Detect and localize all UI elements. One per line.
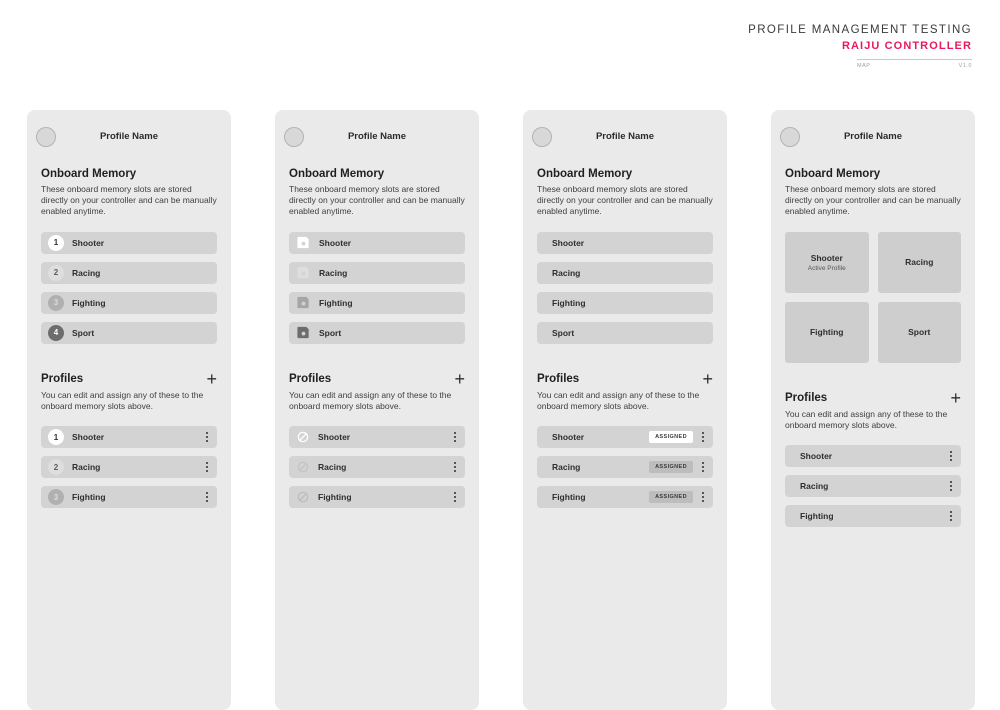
page-header bbox=[748, 24, 972, 69]
profile-card-numbered bbox=[27, 110, 231, 710]
onboard-slot-list bbox=[289, 232, 465, 344]
slashed-circle-icon bbox=[296, 460, 310, 474]
onboard-memory-desc: These onboard memory slots are stored directly on your controller and can be manually enabled anytime. bbox=[41, 184, 217, 217]
profiles-desc: You can edit and assign any of these to the onboard memory slots above. bbox=[41, 389, 204, 411]
onboard-slot-list bbox=[41, 232, 217, 344]
kebab-menu-icon[interactable] bbox=[948, 478, 954, 494]
profiles-header bbox=[785, 387, 961, 408]
add-profile-button[interactable]: + bbox=[702, 368, 713, 389]
add-profile-button[interactable]: + bbox=[206, 368, 217, 389]
profiles-title: Profiles bbox=[41, 372, 84, 385]
profiles-desc: You can edit and assign any of these to the onboard memory slots above. bbox=[785, 408, 948, 430]
slot-label: Fighting bbox=[319, 297, 353, 308]
onboard-slot[interactable] bbox=[537, 232, 713, 254]
save-icon bbox=[296, 325, 311, 340]
save-icon bbox=[296, 295, 311, 310]
kebab-menu-icon[interactable] bbox=[204, 489, 210, 505]
kebab-menu-icon[interactable] bbox=[452, 489, 458, 505]
header-meta bbox=[857, 59, 972, 69]
slot-number-badge: 4 bbox=[48, 325, 64, 341]
profile-number-badge: 3 bbox=[48, 489, 64, 505]
kebab-menu-icon[interactable] bbox=[948, 508, 954, 524]
tile-sublabel: Active Profile bbox=[807, 264, 846, 272]
onboard-slot[interactable] bbox=[41, 232, 217, 254]
profile-label: Shooter bbox=[72, 432, 105, 443]
slot-label: Racing bbox=[72, 267, 101, 278]
page-title: PROFILE MANAGEMENT TESTING bbox=[748, 24, 972, 36]
slot-label: Racing bbox=[319, 267, 348, 278]
meta-left: MAP bbox=[857, 63, 871, 69]
onboard-memory-desc: These onboard memory slots are stored directly on your controller and can be manually enabled anytime. bbox=[537, 184, 713, 217]
card-header bbox=[41, 127, 217, 148]
profile-row[interactable] bbox=[537, 486, 713, 508]
profile-card-assigned bbox=[523, 110, 727, 710]
onboard-tile[interactable] bbox=[785, 232, 869, 293]
profile-label: Shooter bbox=[800, 451, 833, 462]
profiles-title: Profiles bbox=[289, 372, 332, 385]
tile-label: Racing bbox=[905, 257, 934, 268]
onboard-slot[interactable] bbox=[41, 262, 217, 284]
page-subtitle: RAIJU CONTROLLER bbox=[841, 40, 972, 52]
save-icon bbox=[296, 265, 311, 280]
profile-row[interactable] bbox=[537, 456, 713, 478]
onboard-slot[interactable] bbox=[289, 292, 465, 314]
profile-name-label: Profile Name bbox=[595, 131, 655, 142]
profile-row[interactable] bbox=[41, 486, 217, 508]
onboard-tile[interactable] bbox=[878, 232, 962, 293]
profile-row[interactable] bbox=[537, 426, 713, 448]
slashed-circle-icon bbox=[296, 430, 310, 444]
meta-version: V1.0 bbox=[958, 63, 972, 69]
profile-row[interactable] bbox=[289, 456, 465, 478]
kebab-menu-icon[interactable] bbox=[700, 429, 706, 445]
slot-number-badge: 1 bbox=[48, 235, 64, 251]
onboard-slot[interactable] bbox=[537, 322, 713, 344]
profiles-desc: You can edit and assign any of these to the onboard memory slots above. bbox=[289, 389, 452, 411]
add-profile-button[interactable]: + bbox=[454, 368, 465, 389]
kebab-menu-icon[interactable] bbox=[948, 448, 954, 464]
onboard-tile[interactable] bbox=[785, 302, 869, 363]
onboard-memory-title: Onboard Memory bbox=[289, 168, 385, 180]
save-icon bbox=[296, 235, 311, 250]
tile-label: Fighting bbox=[809, 327, 844, 338]
tile-label: Shooter bbox=[810, 252, 843, 263]
profile-list bbox=[785, 445, 961, 527]
profiles-desc: You can edit and assign any of these to the onboard memory slots above. bbox=[537, 389, 700, 411]
profile-list bbox=[537, 426, 713, 508]
onboard-memory-title: Onboard Memory bbox=[785, 168, 881, 180]
onboard-slot[interactable] bbox=[41, 322, 217, 344]
profile-label: Shooter bbox=[552, 432, 585, 443]
onboard-tile[interactable] bbox=[878, 302, 962, 363]
profile-row[interactable] bbox=[41, 426, 217, 448]
profile-card-grid bbox=[771, 110, 975, 710]
tile-label: Sport bbox=[908, 327, 931, 338]
slot-label: Fighting bbox=[552, 297, 586, 308]
card-header bbox=[785, 127, 961, 148]
assigned-badge: ASSIGNED bbox=[649, 491, 693, 503]
card-header bbox=[289, 127, 465, 148]
profiles-header bbox=[41, 368, 217, 389]
profiles-header bbox=[537, 368, 713, 389]
profile-name-label: Profile Name bbox=[347, 131, 407, 142]
assigned-badge: ASSIGNED bbox=[649, 431, 693, 443]
profile-label: Fighting bbox=[318, 492, 352, 503]
slot-label: Shooter bbox=[552, 237, 585, 248]
onboard-memory-desc: These onboard memory slots are stored directly on your controller and can be manually enabled anytime. bbox=[289, 184, 465, 217]
profile-row[interactable] bbox=[785, 445, 961, 467]
kebab-menu-icon[interactable] bbox=[700, 489, 706, 505]
onboard-tile-grid bbox=[785, 232, 961, 363]
profile-name-label: Profile Name bbox=[99, 131, 159, 142]
card-header bbox=[537, 127, 713, 148]
profiles-title: Profiles bbox=[785, 391, 828, 404]
profile-label: Racing bbox=[318, 462, 347, 473]
onboard-slot[interactable] bbox=[289, 262, 465, 284]
profiles-header bbox=[289, 368, 465, 389]
profile-list bbox=[41, 426, 217, 508]
profile-name-label: Profile Name bbox=[843, 131, 903, 142]
onboard-slot[interactable] bbox=[289, 322, 465, 344]
kebab-menu-icon[interactable] bbox=[452, 429, 458, 445]
profile-label: Shooter bbox=[318, 432, 351, 443]
kebab-menu-icon[interactable] bbox=[452, 459, 458, 475]
onboard-memory-title: Onboard Memory bbox=[537, 168, 633, 180]
slot-label: Shooter bbox=[72, 237, 105, 248]
profiles-title: Profiles bbox=[537, 372, 580, 385]
slot-label: Racing bbox=[552, 267, 581, 278]
onboard-slot[interactable] bbox=[41, 292, 217, 314]
onboard-slot[interactable] bbox=[537, 292, 713, 314]
slot-number-badge: 2 bbox=[48, 265, 64, 281]
profile-list bbox=[289, 426, 465, 508]
slot-label: Sport bbox=[319, 327, 342, 338]
onboard-slot-list bbox=[537, 232, 713, 344]
onboard-slot[interactable] bbox=[289, 232, 465, 254]
profile-row[interactable] bbox=[41, 456, 217, 478]
profile-label: Fighting bbox=[72, 492, 106, 503]
profile-label: Racing bbox=[552, 462, 581, 473]
add-profile-button[interactable]: + bbox=[950, 387, 961, 408]
profile-label: Racing bbox=[72, 462, 101, 473]
slot-label: Fighting bbox=[72, 297, 106, 308]
onboard-slot[interactable] bbox=[537, 262, 713, 284]
profile-row[interactable] bbox=[289, 426, 465, 448]
slot-label: Shooter bbox=[319, 237, 352, 248]
slot-label: Sport bbox=[72, 327, 95, 338]
profile-label: Fighting bbox=[552, 492, 586, 503]
onboard-memory-title: Onboard Memory bbox=[41, 168, 137, 180]
profile-number-badge: 1 bbox=[48, 429, 64, 445]
kebab-menu-icon[interactable] bbox=[204, 459, 210, 475]
assigned-badge: ASSIGNED bbox=[649, 461, 693, 473]
profile-label: Racing bbox=[800, 481, 829, 492]
kebab-menu-icon[interactable] bbox=[204, 429, 210, 445]
profile-row[interactable] bbox=[785, 505, 961, 527]
profile-card-save-icons bbox=[275, 110, 479, 710]
onboard-memory-desc: These onboard memory slots are stored directly on your controller and can be manually enabled anytime. bbox=[785, 184, 961, 217]
profile-row[interactable] bbox=[289, 486, 465, 508]
slot-label: Sport bbox=[552, 327, 575, 338]
slot-number-badge: 3 bbox=[48, 295, 64, 311]
slashed-circle-icon bbox=[296, 490, 310, 504]
profile-row[interactable] bbox=[785, 475, 961, 497]
profile-number-badge: 2 bbox=[48, 459, 64, 475]
kebab-menu-icon[interactable] bbox=[700, 459, 706, 475]
profile-label: Fighting bbox=[800, 511, 834, 522]
